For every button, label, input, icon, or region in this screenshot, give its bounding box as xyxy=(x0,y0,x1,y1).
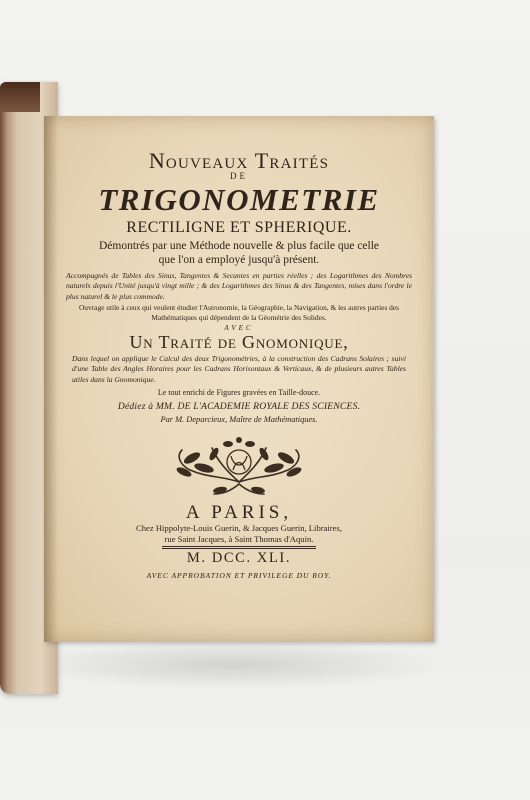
privilege-line: AVEC APPROBATION ET PRIVILEGE DU ROY. xyxy=(146,571,332,580)
avec-label: AVEC xyxy=(224,324,254,332)
description-gnomonique: Dans lequel on applique le Calcul des deux Trigonométries, à la construction des Cadrans Solaires ; suivi d'une Table des Angles Horaires pour les Cadrans Horisontaux & Verticaux, & de plusieurs autres Tables utiles dans la Gnomonique. xyxy=(72,354,406,384)
subtitle-line-1: Démontrés par une Méthode nouvelle & plus facile que celle xyxy=(98,240,380,252)
author-line: Par M. Deparcieux, Maître de Mathématiques. xyxy=(160,415,318,424)
book-shadow xyxy=(18,640,448,690)
description-ouvrage: Ouvrage utile à ceux qui veulent étudier l'Astronomie, la Géographie, la Navigation, & les autres parties des Mathématiques qui dépendent de la Géométrie des Solides. xyxy=(78,303,400,322)
double-rule-bottom xyxy=(162,548,316,549)
floral-vignette-icon xyxy=(168,432,310,498)
publication-date: M. DCC. XLI. xyxy=(186,550,292,566)
dedication: Dédiez à MM. DE L'ACADEMIE ROYALE DES SCIENCES. xyxy=(117,401,361,412)
title-line-trigonometrie: TRIGONOMETRIE xyxy=(98,182,380,217)
publisher-line-1: Chez Hippolyte-Louis Guerin, & Jacques Guerin, Libraires, xyxy=(136,523,342,533)
title-line-de: DE xyxy=(230,171,248,181)
leather-spine-corner xyxy=(0,82,40,112)
figures-note: Le tout enrichi de Figures gravées en Taille-douce. xyxy=(157,388,321,397)
double-rule-top xyxy=(162,546,316,547)
subtitle-line-2: que l'on a employé jusqu'à présent. xyxy=(158,254,320,266)
description-tables: Accompagnés de Tables des Sinus, Tangentes & Secantes en parties réelles ; des Logarithmes des Nombres naturels depuis l'Unité jusqu'à vingt mille ; & des Logarithmes des Sinus & des Tangentes, mises dans l'ordre le plus naturel & le plus commode. xyxy=(66,271,412,301)
city: A PARIS, xyxy=(185,502,293,523)
title-page xyxy=(44,116,434,642)
title-line-rectiligne: RECTILIGNE ET SPHERIQUE. xyxy=(126,219,352,236)
page-gutter-shadow xyxy=(44,116,58,642)
publisher-line-2: rue Saint Jacques, à Saint Thomas d'Aquin. xyxy=(164,534,314,544)
title-line-gnomonique: Un Traité de Gnomonique, xyxy=(129,332,349,352)
title-line-nouveaux-traites: Nouveaux Traités xyxy=(148,148,330,173)
